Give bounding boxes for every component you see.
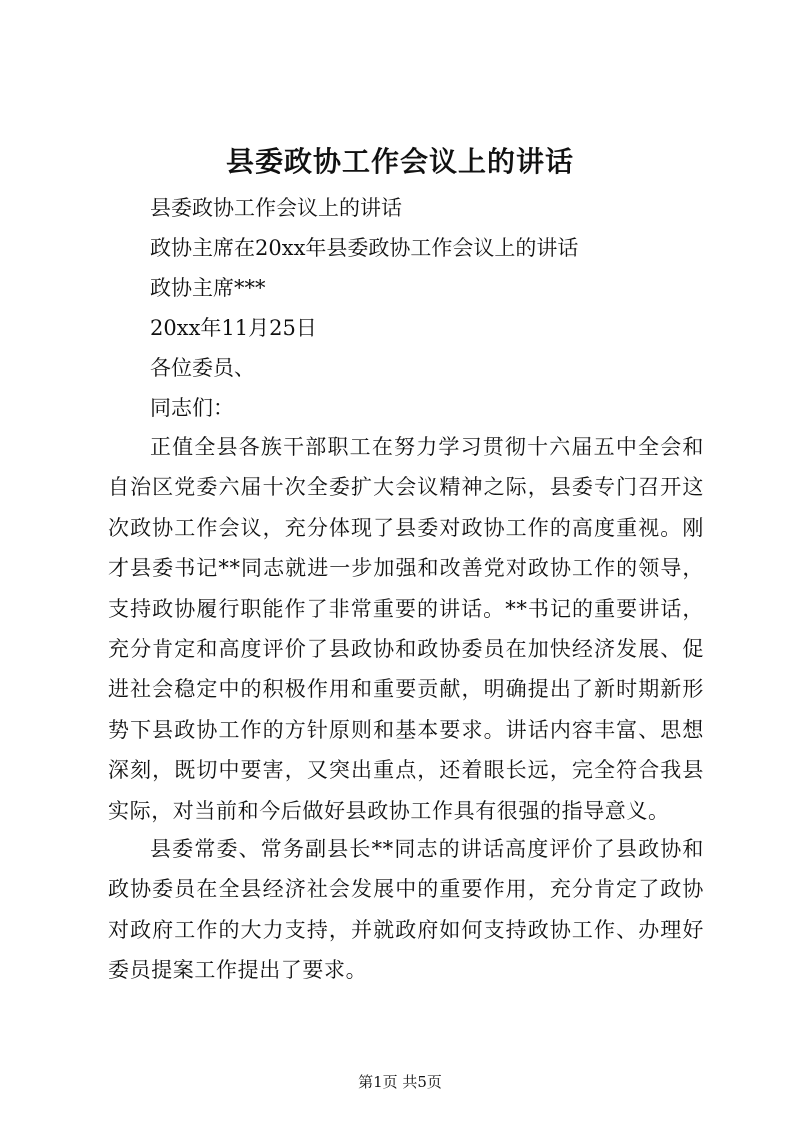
speaker-line: 政协主席*** [150,276,266,300]
subtitle-line: 县委政协工作会议上的讲话 [150,196,402,220]
body-paragraph-2: 县委常委、常务副县长**同志的讲话高度评价了县政协和政协委员在全县经济社会发展中的重要作用，充分肯定了政协对政府工作的大力支持，并就政府如何支持政协工作、办理好委员提案工作提出了要求。 [108,837,704,983]
document-title: 县委政协工作会议上的讲话 [225,145,574,178]
speech-heading-line: 政协主席在20xx年县委政协工作会议上的讲话 [150,236,579,260]
body-paragraph-1: 正值全县各族干部职工在努力学习贯彻十六届五中全会和自治区党委六届十次全委扩大会议精神之际，县委专门召开这次政协工作会议，充分体现了县委对政协工作的高度重视。刚才县委书记**同志就进一步加强和改善党对政协工作的领导，支持政协履行职能作了非常重要的讲话。**书记的重要讲话，充分肯定和高度评价了县政协和政协委员在加快经济发展、促进社会稳定中的积极作用和重要贡献，明确提出了新时期新形势下县政协工作的方针原则和基本要求。讲话内容丰富、思想深刻，既切中要害，又突出重点，还着眼长远，完全符合我县实际，对当前和今后做好县政协工作具有很强的指导意义。 [108,435,704,823]
date-line: 20xx年11月25日 [150,316,317,340]
greeting-line-2: 同志们： [150,396,234,420]
page-footer: 第1页 共5页 [358,1073,442,1091]
greeting-line-1: 各位委员、 [150,356,255,380]
